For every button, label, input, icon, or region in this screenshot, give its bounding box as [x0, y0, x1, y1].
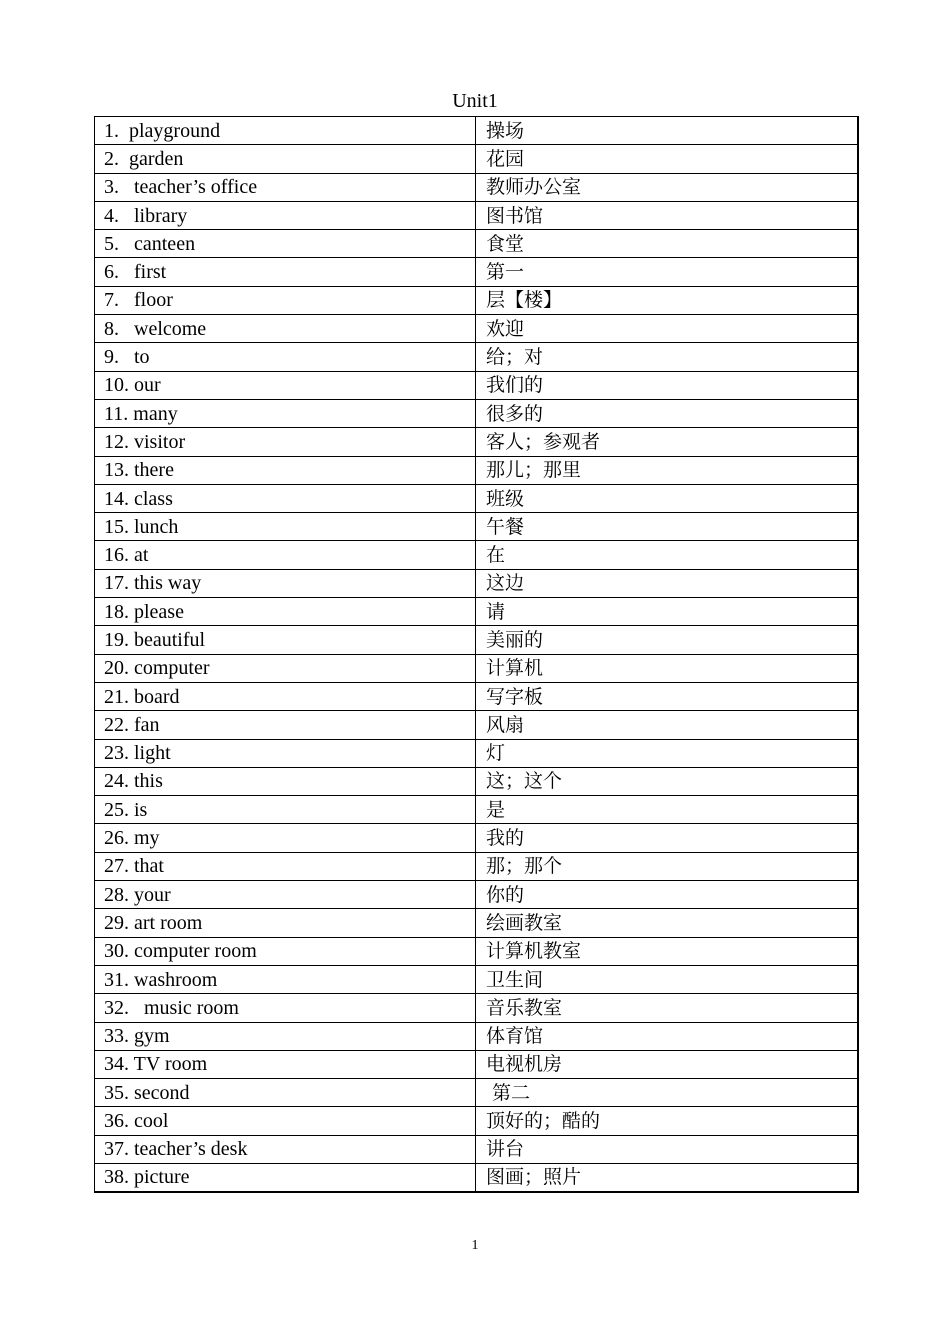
english-word-cell: 9. to — [95, 343, 476, 371]
chinese-meaning-cell: 我们的 — [476, 371, 859, 399]
table-row — [95, 796, 859, 824]
table-row — [95, 399, 859, 427]
table-row — [95, 286, 859, 314]
chinese-meaning-cell: 是 — [476, 796, 859, 824]
english-word-cell: 18. please — [95, 598, 476, 626]
table-row — [95, 258, 859, 286]
chinese-meaning-cell: 第二 — [476, 1079, 859, 1107]
english-word-cell: 37. teacher’s desk — [95, 1135, 476, 1163]
english-word-cell: 27. that — [95, 852, 476, 880]
english-word-cell: 25. is — [95, 796, 476, 824]
table-row — [95, 569, 859, 597]
chinese-meaning-cell: 这边 — [476, 569, 859, 597]
table-row — [95, 994, 859, 1022]
table-row — [95, 767, 859, 795]
table-row — [95, 937, 859, 965]
table-row — [95, 682, 859, 710]
chinese-meaning-cell: 层【楼】 — [476, 286, 859, 314]
table-row — [95, 824, 859, 852]
table-row — [95, 739, 859, 767]
chinese-meaning-cell: 食堂 — [476, 230, 859, 258]
english-word-cell: 33. gym — [95, 1022, 476, 1050]
chinese-meaning-cell: 图书馆 — [476, 201, 859, 229]
chinese-meaning-cell: 计算机 — [476, 654, 859, 682]
chinese-meaning-cell: 灯 — [476, 739, 859, 767]
english-word-cell: 7. floor — [95, 286, 476, 314]
chinese-meaning-cell: 讲台 — [476, 1135, 859, 1163]
chinese-meaning-cell: 那儿；那里 — [476, 456, 859, 484]
chinese-meaning-cell: 教师办公室 — [476, 173, 859, 201]
chinese-meaning-cell: 卫生间 — [476, 965, 859, 993]
english-word-cell: 11. many — [95, 399, 476, 427]
english-word-cell: 30. computer room — [95, 937, 476, 965]
english-word-cell: 31. washroom — [95, 965, 476, 993]
english-word-cell: 28. your — [95, 881, 476, 909]
table-row — [95, 1107, 859, 1135]
chinese-meaning-cell: 你的 — [476, 881, 859, 909]
table-row — [95, 230, 859, 258]
table-row — [95, 1022, 859, 1050]
english-word-cell: 12. visitor — [95, 428, 476, 456]
chinese-meaning-cell: 午餐 — [476, 513, 859, 541]
table-row — [95, 315, 859, 343]
chinese-meaning-cell: 欢迎 — [476, 315, 859, 343]
table-row — [95, 1135, 859, 1163]
chinese-meaning-cell: 客人；参观者 — [476, 428, 859, 456]
english-word-cell: 21. board — [95, 682, 476, 710]
table-row — [95, 117, 859, 145]
english-word-cell: 13. there — [95, 456, 476, 484]
table-row — [95, 909, 859, 937]
table-row — [95, 173, 859, 201]
table-row — [95, 201, 859, 229]
english-word-cell: 23. light — [95, 739, 476, 767]
table-row — [95, 1050, 859, 1078]
table-row — [95, 881, 859, 909]
english-word-cell: 5. canteen — [95, 230, 476, 258]
table-row — [95, 598, 859, 626]
table-row — [95, 513, 859, 541]
table-row — [95, 371, 859, 399]
english-word-cell: 4. library — [95, 201, 476, 229]
english-word-cell: 34. TV room — [95, 1050, 476, 1078]
english-word-cell: 19. beautiful — [95, 626, 476, 654]
chinese-meaning-cell: 花园 — [476, 145, 859, 173]
chinese-meaning-cell: 风扇 — [476, 711, 859, 739]
chinese-meaning-cell: 给；对 — [476, 343, 859, 371]
english-word-cell: 20. computer — [95, 654, 476, 682]
chinese-meaning-cell: 顶好的；酷的 — [476, 1107, 859, 1135]
chinese-meaning-cell: 美丽的 — [476, 626, 859, 654]
chinese-meaning-cell: 写字板 — [476, 682, 859, 710]
chinese-meaning-cell: 那；那个 — [476, 852, 859, 880]
chinese-meaning-cell: 音乐教室 — [476, 994, 859, 1022]
chinese-meaning-cell: 体育馆 — [476, 1022, 859, 1050]
chinese-meaning-cell: 计算机教室 — [476, 937, 859, 965]
chinese-meaning-cell: 绘画教室 — [476, 909, 859, 937]
table-row — [95, 343, 859, 371]
english-word-cell: 35. second — [95, 1079, 476, 1107]
english-word-cell: 2. garden — [95, 145, 476, 173]
english-word-cell: 29. art room — [95, 909, 476, 937]
table-row — [95, 965, 859, 993]
table-row — [95, 654, 859, 682]
english-word-cell: 16. at — [95, 541, 476, 569]
table-row — [95, 541, 859, 569]
chinese-meaning-cell: 图画；照片 — [476, 1163, 859, 1191]
english-word-cell: 6. first — [95, 258, 476, 286]
english-word-cell: 22. fan — [95, 711, 476, 739]
table-row — [95, 1163, 859, 1191]
chinese-meaning-cell: 在 — [476, 541, 859, 569]
english-word-cell: 26. my — [95, 824, 476, 852]
table-row — [95, 711, 859, 739]
chinese-meaning-cell: 很多的 — [476, 399, 859, 427]
chinese-meaning-cell: 班级 — [476, 484, 859, 512]
chinese-meaning-cell: 这；这个 — [476, 767, 859, 795]
table-row — [95, 852, 859, 880]
table-row — [95, 626, 859, 654]
chinese-meaning-cell: 我的 — [476, 824, 859, 852]
table-row — [95, 1079, 859, 1107]
english-word-cell: 36. cool — [95, 1107, 476, 1135]
english-word-cell: 10. our — [95, 371, 476, 399]
page-number: 1 — [471, 1238, 479, 1253]
table-row — [95, 456, 859, 484]
unit-title: Unit1 — [452, 90, 498, 112]
chinese-meaning-cell: 第一 — [476, 258, 859, 286]
english-word-cell: 15. lunch — [95, 513, 476, 541]
table-row — [95, 484, 859, 512]
vocabulary-table — [94, 116, 859, 1193]
chinese-meaning-cell: 电视机房 — [476, 1050, 859, 1078]
english-word-cell: 32. music room — [95, 994, 476, 1022]
chinese-meaning-cell: 请 — [476, 598, 859, 626]
english-word-cell: 14. class — [95, 484, 476, 512]
table-row — [95, 145, 859, 173]
table-row — [95, 428, 859, 456]
vocabulary-table-body — [95, 117, 859, 1192]
english-word-cell: 17. this way — [95, 569, 476, 597]
english-word-cell: 8. welcome — [95, 315, 476, 343]
english-word-cell: 38. picture — [95, 1163, 476, 1191]
english-word-cell: 1. playground — [95, 117, 476, 145]
english-word-cell: 3. teacher’s office — [95, 173, 476, 201]
english-word-cell: 24. this — [95, 767, 476, 795]
chinese-meaning-cell: 操场 — [476, 117, 859, 145]
